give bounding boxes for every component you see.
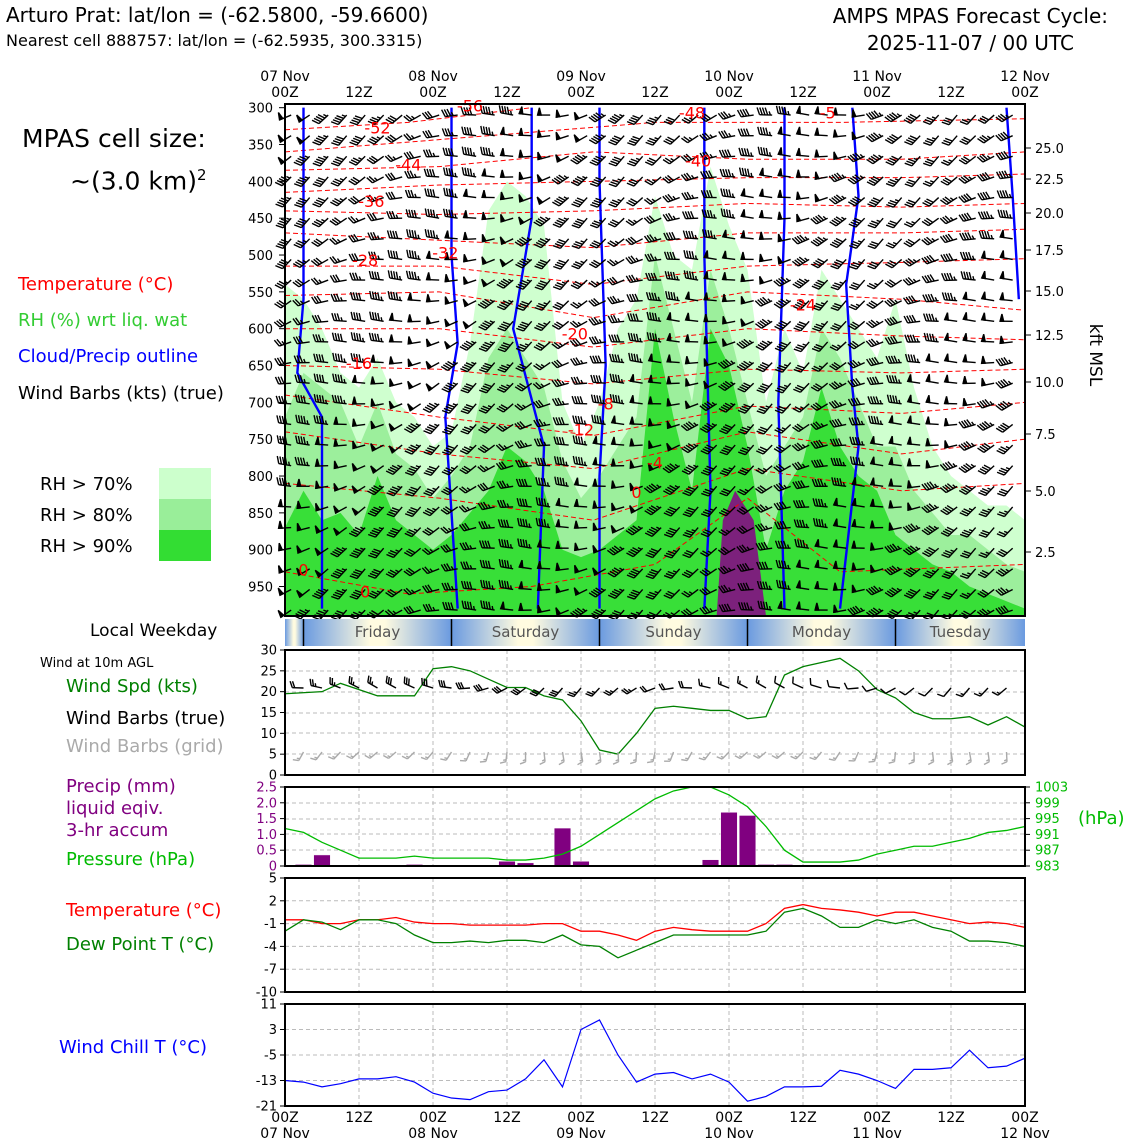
legend-cloud: Cloud/Precip outline [18, 346, 199, 367]
wind-barbs-true-label: Wind Barbs (true) [66, 708, 226, 729]
cell-size-line1: MPAS cell size: [22, 124, 206, 153]
barb-staff [427, 176, 440, 177]
barb-pennant [277, 112, 283, 120]
barb-staff [334, 320, 347, 321]
station-title: Arturo Prat: lat/lon = (-62.5800, -59.6600) [6, 3, 429, 27]
barb-flag [276, 396, 279, 403]
precip-label-2: liquid eqiv. [66, 798, 164, 819]
legend-wind-barbs: Wind Barbs (kts) (true) [18, 383, 224, 404]
legend-rh80: RH > 80% [40, 505, 133, 526]
wind-barbs-grid-label: Wind Barbs (grid) [66, 736, 224, 757]
barb-pennant [277, 609, 284, 617]
barb-pennant [277, 134, 284, 142]
legend-rh90: RH > 90% [40, 536, 133, 557]
barb-flag [276, 477, 280, 484]
legend-rh: RH (%) wrt liq. wat [18, 310, 188, 331]
legend-temperature: Temperature (°C) [18, 274, 174, 295]
nearest-cell-label: Nearest cell 888757: lat/lon = (-62.5935, 300.3315) [6, 31, 423, 50]
local-weekday-label: Local Weekday [90, 621, 218, 641]
precip-label-3: 3-hr accum [66, 820, 169, 841]
barb-pennant [277, 587, 283, 595]
cell-size-value: ~(3.0 km) [70, 166, 197, 196]
barb-pennant [277, 156, 284, 164]
pressure-unit-label: (hPa) [1078, 808, 1125, 829]
barb-staff [501, 527, 514, 528]
barb-flag [279, 478, 283, 485]
precip-label-1: Precip (mm) [66, 776, 176, 797]
wind-speed-label: Wind Spd (kts) [66, 676, 198, 697]
barb-staff [630, 321, 643, 322]
windchill-label: Wind Chill T (°C) [59, 1037, 207, 1058]
barb-staff [593, 382, 606, 383]
forecast-cycle-line2: 2025-11-07 / 00 UTC [866, 31, 1074, 55]
cross-section-panel [274, 96, 1025, 621]
temperature-label: Temperature (°C) [66, 900, 222, 921]
barb-pennant [278, 521, 282, 528]
barb-pennant [279, 499, 283, 506]
barb-flag [279, 416, 283, 423]
forecast-cycle-line1: AMPS MPAS Forecast Cycle: [832, 4, 1108, 28]
cell-size-sup: 2 [197, 166, 207, 184]
wind-10m-caption: Wind at 10m AGL [40, 656, 154, 671]
barb-staff [538, 465, 551, 466]
barb-staff [445, 609, 458, 610]
barb-flag [276, 415, 280, 422]
pressure-label: Pressure (hPa) [66, 849, 196, 870]
legend-rh70: RH > 70% [40, 474, 133, 495]
barb-pennant [277, 565, 283, 573]
dewpoint-label: Dew Point T (°C) [66, 934, 215, 955]
